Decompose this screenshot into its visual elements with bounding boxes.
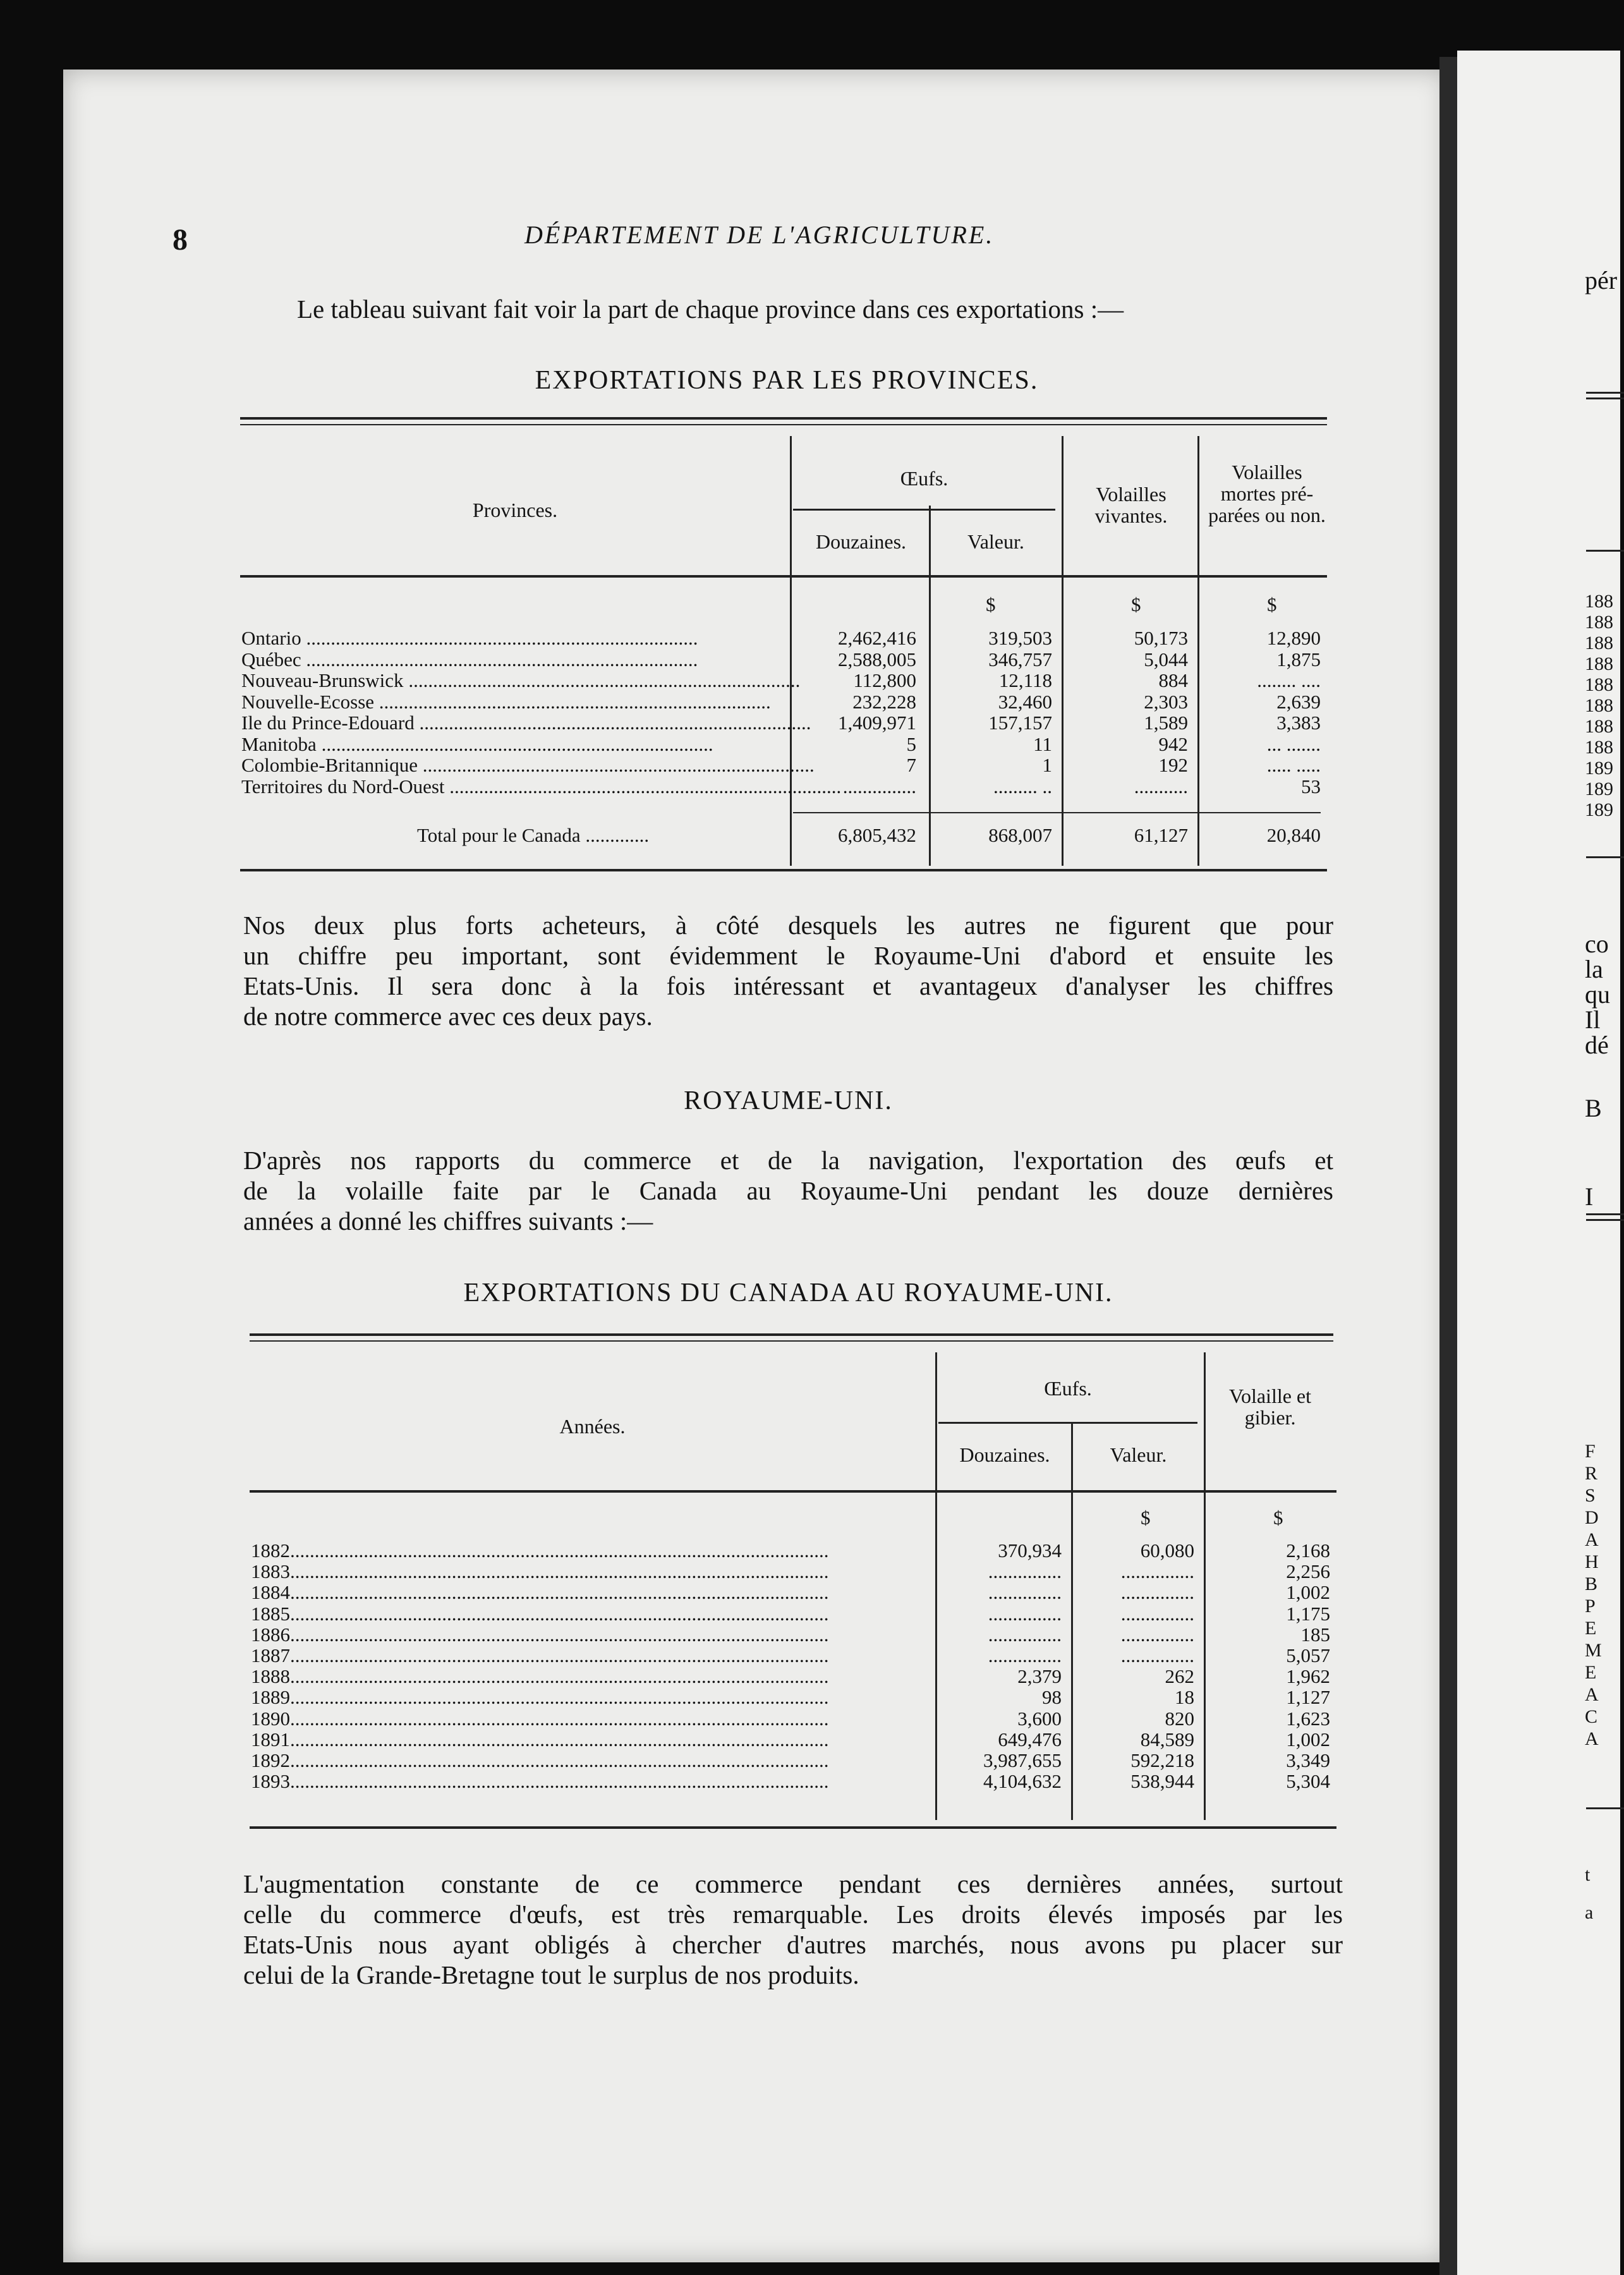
cell-valeur: 32,460	[998, 690, 1052, 713]
cell-volaille: 3,349	[1286, 1749, 1330, 1771]
cell-vivantes: 192	[1158, 754, 1188, 776]
province-label: Ontario	[241, 627, 301, 649]
table2-vrule	[1071, 1422, 1073, 1820]
text-line: de la volaille faite par le Canada au Royaume-Uni pendant les douze dernières	[243, 1176, 1333, 1205]
table1-vrule	[1197, 436, 1199, 866]
cell-mortes: 3,383	[1276, 712, 1321, 734]
cell-douzaines: 1,409,971	[838, 712, 916, 734]
cell-valeur: 538,944	[1130, 1770, 1194, 1793]
table1-bottom-rule	[240, 869, 1327, 871]
cell-valeur: 18	[1175, 1686, 1194, 1709]
total-douzaines: 6,805,432	[838, 824, 916, 846]
adjacent-text-fragment: E	[1585, 1662, 1597, 1683]
cell-douzaines: 4,104,632	[983, 1770, 1062, 1793]
year-label: 1892	[251, 1749, 290, 1771]
cell-douzaines: ...............	[988, 1581, 1062, 1604]
province-label: Nouveau-Brunswick	[241, 669, 404, 691]
cell-douzaines: 98	[1042, 1686, 1062, 1709]
adjacent-text-fragment: 189	[1585, 758, 1613, 779]
intro-text	[297, 294, 1333, 324]
year-cell: 1885..............................................................................................................	[251, 1602, 829, 1625]
adjacent-text-fragment: M	[1585, 1640, 1602, 1661]
year-label: 1887	[251, 1644, 290, 1666]
cell-douzaines: ...............	[988, 1623, 1062, 1646]
table1-title: EXPORTATIONS PAR LES PROVINCES.	[535, 366, 1039, 395]
text-line: années a donné les chiffres suivants :—	[243, 1206, 653, 1235]
currency-sign: $	[1131, 593, 1141, 616]
cell-douzaines: 649,476	[998, 1728, 1062, 1750]
table2-vrule	[935, 1352, 937, 1820]
adjacent-text-fragment: 188	[1585, 674, 1613, 695]
page-gutter	[1439, 57, 1457, 2275]
cell-douzaines: 370,934	[998, 1539, 1062, 1562]
cell-valeur: ...............	[1120, 1623, 1194, 1646]
year-label: 1890	[251, 1707, 290, 1730]
cell-douzaines: 112,800	[853, 669, 916, 691]
cell-valeur: ...............	[1120, 1560, 1194, 1583]
year-label: 1882	[251, 1539, 290, 1562]
adjacent-text-fragment: C	[1585, 1706, 1598, 1727]
cell-volaille: 5,057	[1286, 1644, 1330, 1666]
header-annees: Années.	[559, 1415, 626, 1438]
province-name: Nouveau-Brunswick ................................................................................	[241, 669, 801, 691]
table1-sub-rule	[793, 509, 1055, 511]
cell-vivantes: 1,589	[1144, 712, 1188, 734]
cell-valeur: 592,218	[1130, 1749, 1194, 1771]
cell-douzaines: ...............	[988, 1602, 1062, 1625]
cell-douzaines: ...............	[842, 775, 916, 798]
cell-douzaines: 5	[906, 732, 916, 755]
province-name: Territoires du Nord-Ouest ................................................................................	[241, 775, 842, 798]
year-label: 1891	[251, 1728, 290, 1750]
cell-douzaines: 232,228	[852, 690, 916, 713]
cell-valeur: 346,757	[988, 648, 1052, 670]
adjacent-text-fragment: a	[1585, 1902, 1594, 1923]
header-douzaines: Douzaines.	[815, 530, 907, 553]
page-number: 8	[173, 223, 188, 257]
cell-valeur: 820	[1165, 1707, 1194, 1730]
table1-top-rule	[240, 417, 1327, 425]
province-name: Colombie-Britannique ................................................................................	[241, 754, 815, 776]
total-label: Total pour le Canada .............	[417, 824, 650, 846]
currency-sign: $	[1141, 1507, 1151, 1529]
header-volailles-vivantes: Volailles vivantes.	[1094, 483, 1168, 527]
adjacent-text-fragment: R	[1585, 1463, 1598, 1484]
province-label: Territoires du Nord-Ouest	[241, 775, 445, 798]
province-name: Nouvelle-Ecosse ................................................................................	[241, 690, 771, 713]
cell-volaille: 2,168	[1286, 1539, 1330, 1562]
year-cell: 1893..............................................................................................................	[251, 1770, 829, 1793]
text-line: Etats-Unis. Il sera donc à la fois intéressant et avantageux d'analyser les chiffres	[243, 971, 1333, 1000]
total-vivantes: 61,127	[1134, 824, 1188, 846]
adjacent-text-fragment: co	[1585, 930, 1609, 958]
cell-douzaines: 2,379	[1017, 1665, 1062, 1688]
cell-volaille: 2,256	[1286, 1560, 1330, 1583]
year-label: 1888	[251, 1665, 290, 1688]
cell-douzaines: ...............	[988, 1644, 1062, 1666]
cell-valeur: 319,503	[988, 627, 1052, 649]
currency-sign: $	[1267, 593, 1277, 616]
cell-vivantes: 2,303	[1144, 690, 1188, 713]
adjacent-page	[1457, 51, 1620, 2275]
table2-vrule	[1204, 1352, 1206, 1820]
adjacent-text-fragment: t	[1585, 1864, 1591, 1885]
cell-valeur: 11	[1033, 732, 1052, 755]
cell-mortes: ........ ....	[1257, 669, 1321, 691]
adjacent-text-fragment: F	[1585, 1441, 1596, 1462]
total-mortes: 20,840	[1266, 824, 1321, 846]
province-label: Colombie-Britannique	[241, 754, 418, 776]
cell-douzaines: 2,462,416	[838, 627, 916, 649]
table2-bottom-rule	[250, 1826, 1336, 1829]
paragraph-1	[243, 910, 1333, 1031]
paragraph-3	[243, 1869, 1343, 1990]
adjacent-text-fragment: 189	[1585, 779, 1613, 799]
header-valeur: Valeur.	[967, 530, 1024, 553]
adjacent-text-fragment: P	[1585, 1596, 1596, 1617]
province-name: Ile du Prince-Edouard ................................................................................	[241, 712, 811, 734]
paragraph-2	[243, 1145, 1333, 1236]
year-label: 1884	[251, 1581, 290, 1604]
adjacent-text-fragment: E	[1585, 1618, 1597, 1639]
year-label: 1885	[251, 1602, 290, 1625]
cell-mortes: 1,875	[1276, 648, 1321, 670]
adjacent-text-fragment: 188	[1585, 695, 1613, 716]
cell-douzaines: ...............	[988, 1560, 1062, 1583]
section-heading: ROYAUME-UNI.	[684, 1086, 893, 1115]
year-label: 1889	[251, 1686, 290, 1709]
adjacent-text-fragment: 188	[1585, 716, 1613, 737]
year-label: 1886	[251, 1623, 290, 1646]
cell-volaille: 1,175	[1286, 1602, 1330, 1625]
table2-header-rule	[250, 1490, 1336, 1493]
adjacent-text-fragment: 189	[1585, 799, 1613, 820]
cell-volaille: 185	[1300, 1623, 1330, 1646]
cell-volaille: 1,623	[1286, 1707, 1330, 1730]
year-cell: 1884..............................................................................................................	[251, 1581, 829, 1604]
table2-top-rule	[250, 1333, 1333, 1342]
adjacent-text-fragment: la	[1585, 955, 1603, 983]
cell-volaille: 1,127	[1286, 1686, 1330, 1709]
header-oeufs-2: Œufs.	[1044, 1377, 1092, 1400]
year-cell: 1882..............................................................................................................	[251, 1539, 829, 1562]
cell-vivantes: 942	[1158, 732, 1188, 755]
cell-douzaines: 7	[906, 754, 916, 776]
adjacent-text-fragment: 188	[1585, 737, 1613, 758]
cell-volaille: 5,304	[1286, 1770, 1330, 1793]
year-cell: 1883..............................................................................................................	[251, 1560, 829, 1583]
province-name: Québec ................................................................................	[241, 648, 698, 670]
adjacent-text-fragment: S	[1585, 1485, 1596, 1506]
adjacent-text-fragment: D	[1585, 1507, 1599, 1528]
year-cell: 1889..............................................................................................................	[251, 1686, 829, 1709]
text-line: Nos deux plus forts acheteurs, à côté desquels les autres ne figurent que pour	[243, 911, 1333, 940]
province-name: Manitoba ................................................................................	[241, 732, 713, 755]
adjacent-rule	[1586, 392, 1624, 399]
cell-valeur: 262	[1165, 1665, 1194, 1688]
adjacent-text-fragment: Il	[1585, 1005, 1601, 1034]
header-volaille-gibier: Volaille et gibier.	[1228, 1385, 1312, 1429]
adjacent-rule	[1586, 550, 1624, 552]
adjacent-text-fragment: A	[1585, 1529, 1599, 1550]
header-provinces: Provinces.	[472, 499, 558, 521]
header-douzaines-2: Douzaines.	[959, 1443, 1050, 1466]
cell-valeur: 60,080	[1140, 1539, 1194, 1562]
adjacent-text-fragment: qu	[1585, 980, 1610, 1009]
adjacent-text-fragment: 188	[1585, 653, 1613, 674]
adjacent-text-fragment: A	[1585, 1728, 1599, 1749]
year-cell: 1888..............................................................................................................	[251, 1665, 829, 1688]
total-label-text: Total pour le Canada	[417, 824, 581, 846]
text-line: D'après nos rapports du commerce et de la navigation, l'exportation des œufs et	[243, 1146, 1333, 1175]
cell-mortes: 53	[1301, 775, 1321, 798]
total-valeur: 868,007	[988, 824, 1052, 846]
table1-header-rule	[240, 575, 1327, 578]
text-line: celui de la Grande-Bretagne tout le surplus de nos produits.	[243, 1960, 859, 1989]
adjacent-text-fragment: dé	[1585, 1031, 1609, 1059]
header-valeur-2: Valeur.	[1110, 1443, 1167, 1466]
currency-sign: $	[986, 593, 996, 616]
cell-volaille: 1,002	[1286, 1728, 1330, 1750]
year-cell: 1887..............................................................................................................	[251, 1644, 829, 1666]
text-line: celle du commerce d'œufs, est très remarquable. Les droits élevés imposés par les	[243, 1900, 1343, 1929]
year-cell: 1886..............................................................................................................	[251, 1623, 829, 1646]
running-head: DÉPARTEMENT DE L'AGRICULTURE.	[524, 221, 995, 249]
province-label: Ile du Prince-Edouard	[241, 712, 415, 734]
text-line: L'augmentation constante de ce commerce pendant ces dernières années, surtout	[243, 1869, 1343, 1898]
cell-vivantes: ...........	[1134, 775, 1188, 798]
year-label: 1893	[251, 1770, 290, 1793]
adjacent-rule	[1586, 1213, 1624, 1221]
year-label: 1883	[251, 1560, 290, 1583]
header-volailles-mortes: Volailles mortes pré-parées ou non.	[1208, 461, 1326, 526]
cell-mortes: ..... .....	[1266, 754, 1321, 776]
province-name: Ontario ................................................................................	[241, 627, 698, 649]
cell-volaille: 1,962	[1286, 1665, 1330, 1688]
adjacent-text-fragment: B	[1585, 1574, 1598, 1594]
cell-vivantes: 50,173	[1134, 627, 1188, 649]
cell-valeur: 12,118	[998, 669, 1052, 691]
header-oeufs: Œufs.	[900, 467, 948, 490]
cell-valeur: 84,589	[1140, 1728, 1194, 1750]
cell-vivantes: 884	[1158, 669, 1188, 691]
province-label: Manitoba	[241, 732, 317, 755]
cell-valeur: ...............	[1120, 1644, 1194, 1666]
cell-douzaines: 3,600	[1017, 1707, 1062, 1730]
adjacent-text-fragment: 188	[1585, 612, 1613, 633]
adjacent-text-fragment: 188	[1585, 591, 1613, 612]
text-line: un chiffre peu important, sont évidemment le Royaume-Uni d'abord et ensuite les	[243, 941, 1333, 970]
table1-vrule	[1062, 436, 1063, 866]
cell-valeur: ...............	[1120, 1602, 1194, 1625]
adjacent-text-fragment: pér	[1585, 266, 1618, 294]
cell-valeur: 157,157	[988, 712, 1052, 734]
cell-mortes: 12,890	[1266, 627, 1321, 649]
province-label: Nouvelle-Ecosse	[241, 690, 375, 713]
table2-title: EXPORTATIONS DU CANADA AU ROYAUME-UNI.	[463, 1278, 1113, 1307]
province-label: Québec	[241, 648, 301, 670]
adjacent-text-fragment: B	[1585, 1094, 1602, 1122]
cell-mortes: ... .......	[1266, 732, 1321, 755]
cell-vivantes: 5,044	[1144, 648, 1188, 670]
cell-volaille: 1,002	[1286, 1581, 1330, 1604]
adjacent-text-fragment: I	[1585, 1182, 1594, 1211]
table1-total-rule	[793, 812, 1321, 813]
adjacent-text-fragment: A	[1585, 1684, 1599, 1705]
currency-sign: $	[1273, 1507, 1283, 1529]
cell-valeur: ......... ..	[993, 775, 1052, 798]
cell-mortes: 2,639	[1276, 690, 1321, 713]
cell-douzaines: 3,987,655	[983, 1749, 1062, 1771]
table2-sub-rule	[938, 1422, 1197, 1424]
adjacent-rule	[1586, 1807, 1624, 1809]
year-cell: 1892..............................................................................................................	[251, 1749, 829, 1771]
adjacent-text-fragment: H	[1585, 1551, 1599, 1572]
cell-douzaines: 2,588,005	[838, 648, 916, 670]
cell-valeur: 1	[1042, 754, 1052, 776]
text-line: de notre commerce avec ces deux pays.	[243, 1002, 653, 1031]
year-cell: 1891..............................................................................................................	[251, 1728, 829, 1750]
adjacent-text-fragment: 188	[1585, 633, 1613, 653]
adjacent-rule	[1586, 856, 1624, 858]
intro-line: Le tableau suivant fait voir la part de chaque province dans ces exportations :—	[297, 294, 1124, 324]
cell-valeur: ...............	[1120, 1581, 1194, 1604]
table1-vrule	[790, 436, 792, 866]
year-cell: 1890..............................................................................................................	[251, 1707, 829, 1730]
text-line: Etats-Unis nous ayant obligés à chercher d'autres marchés, nous avons pu placer sur	[243, 1930, 1343, 1959]
